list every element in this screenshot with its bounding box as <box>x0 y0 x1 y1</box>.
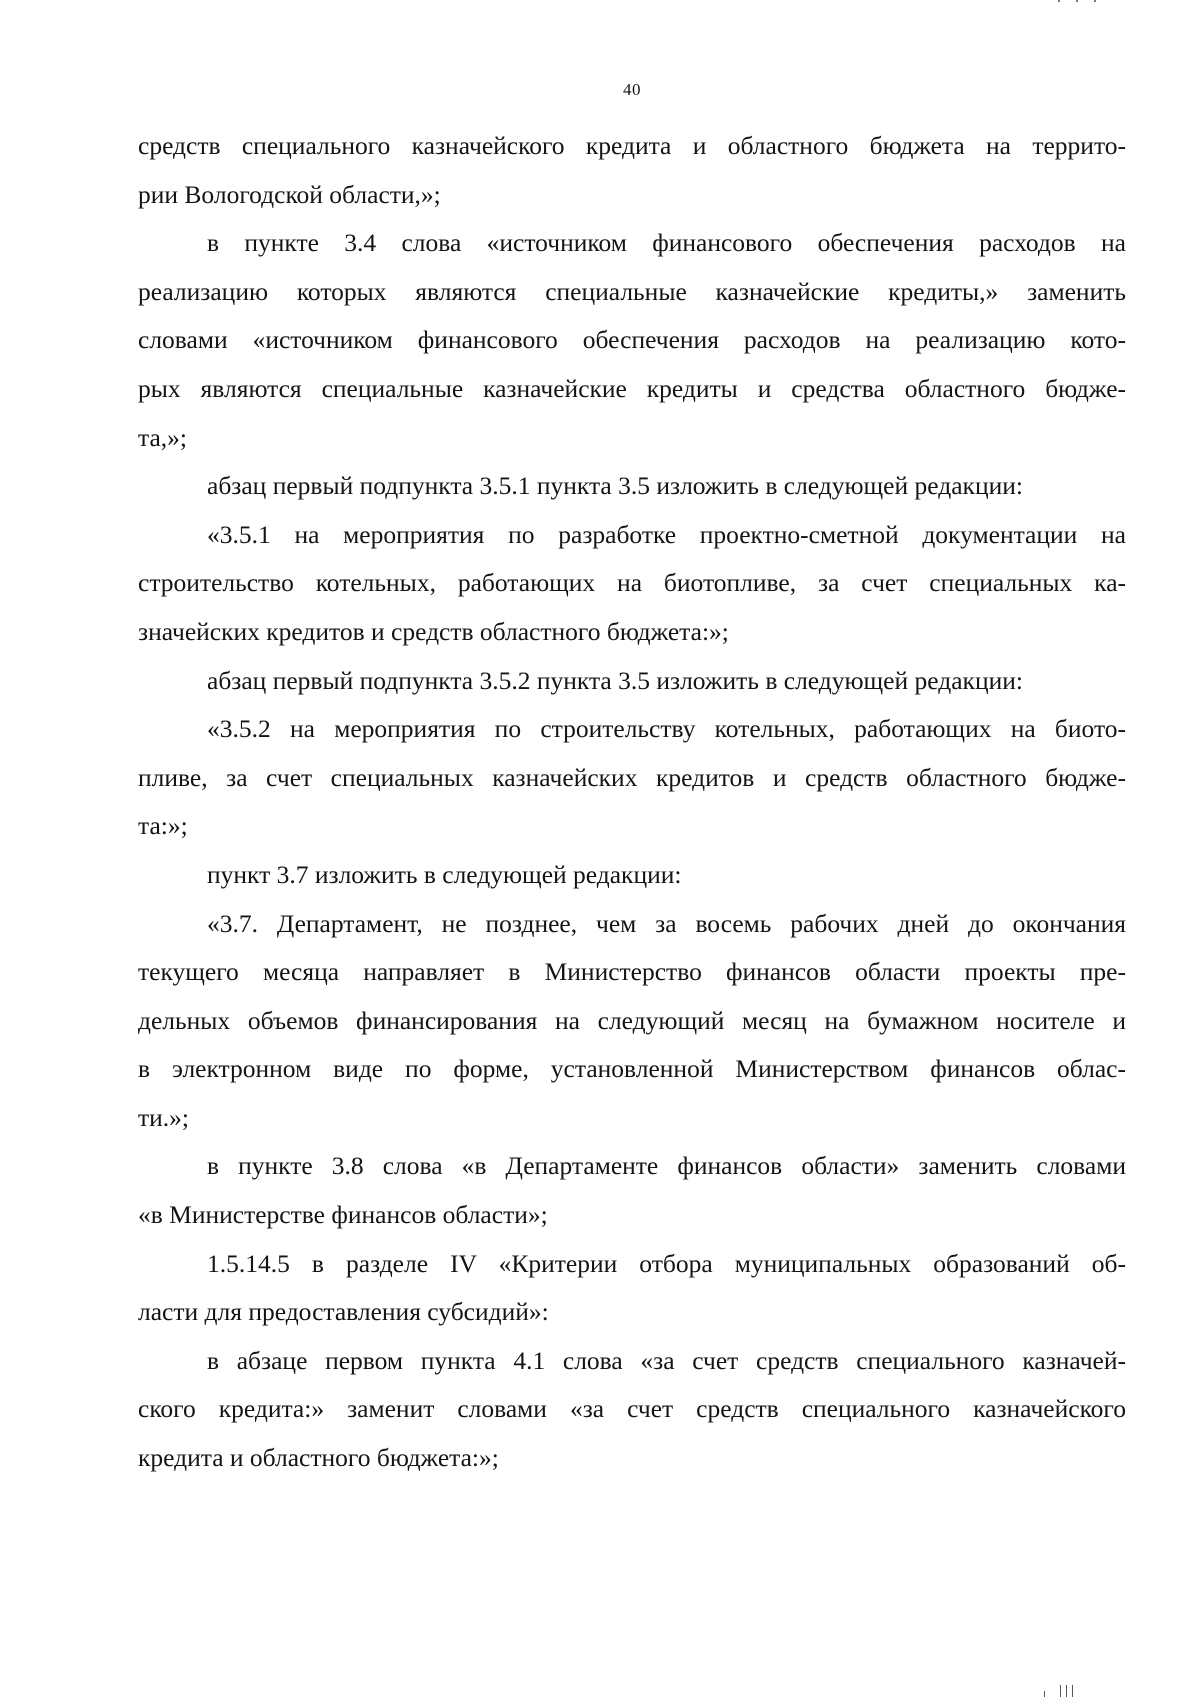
text-line: текущего месяца направляет в Министерство финансов области проекты пре- <box>138 957 1126 987</box>
page-number: 40 <box>623 80 641 99</box>
text-line: ского кредита:» заменит словами «за счет средств специального казначейского <box>138 1394 1126 1424</box>
text-line: «3.5.2 на мероприятия по строительству котельных, работающих на биото- <box>207 714 1126 744</box>
text-line: та:»; <box>138 811 188 841</box>
scan-artifact-top <box>1050 0 1110 2</box>
paragraph <box>138 900 1126 1143</box>
text-line: пункт 3.7 изложить в следующей редакции: <box>207 859 682 889</box>
text-line: ласти для предоставления субсидий»: <box>138 1297 549 1327</box>
text-line: «3.5.1 на мероприятия по разработке проектно-сметной документации на <box>207 519 1126 549</box>
text-line: в абзаце первом пункта 4.1 слова «за счет средств специального казначей- <box>207 1345 1126 1375</box>
text-line: в пункте 3.8 слова «в Департаменте финансов области» заменить словами <box>207 1151 1126 1181</box>
paragraph <box>138 219 1126 462</box>
paragraph <box>138 511 1126 657</box>
text-line: рии Вологодской области,»; <box>138 179 441 209</box>
text-line: реализацию которых являются специальные казначейские кредиты,» заменить <box>138 276 1126 306</box>
text-line: «в Министерстве финансов области»; <box>138 1200 548 1230</box>
text-line: «3.7. Департамент, не позднее, чем за восемь рабочих дней до окончания <box>207 908 1126 938</box>
text-line: в пункте 3.4 слова «источником финансового обеспечения расходов на <box>207 228 1126 258</box>
text-line: абзац первый подпункта 3.5.2 пункта 3.5 изложить в следующей редакции: <box>207 665 1023 695</box>
paragraph <box>138 657 1126 706</box>
paragraph <box>138 1240 1126 1337</box>
text-line: 1.5.14.5 в разделе IV «Критерии отбора муниципальных образований об- <box>207 1248 1126 1278</box>
text-line: в электронном виде по форме, установленной Министерством финансов облас- <box>138 1054 1126 1084</box>
text-line: та,»; <box>138 422 187 452</box>
text-line: абзац первый подпункта 3.5.1 пункта 3.5 изложить в следующей редакции: <box>207 471 1023 501</box>
document-body <box>138 122 1126 1483</box>
text-line: рых являются специальные казначейские кредиты и средства областного бюдже- <box>138 373 1126 403</box>
text-line: кредита и областного бюджета:»; <box>138 1443 499 1473</box>
text-line: средств специального казначейского кредита и областного бюджета на террито- <box>138 131 1126 160</box>
paragraph <box>138 462 1126 511</box>
text-line: строительство котельных, работающих на биотопливе, за счет специальных ка- <box>138 568 1126 598</box>
text-line: дельных объемов финансирования на следующий месяц на бумажном носителе и <box>138 1005 1126 1035</box>
paragraph <box>138 705 1126 851</box>
scan-artifact-bottom <box>1040 1683 1080 1697</box>
paragraph <box>138 851 1126 900</box>
text-line: словами «источником финансового обеспечения расходов на реализацию кото- <box>138 325 1126 355</box>
text-line: пливе, за счет специальных казначейских кредитов и средств областного бюдже- <box>138 762 1126 792</box>
text-line: значейских кредитов и средств областного бюджета:»; <box>138 616 729 646</box>
paragraph <box>138 1142 1126 1239</box>
paragraph <box>138 1337 1126 1483</box>
text-line: ти.»; <box>138 1102 189 1132</box>
paragraph <box>138 122 1126 219</box>
